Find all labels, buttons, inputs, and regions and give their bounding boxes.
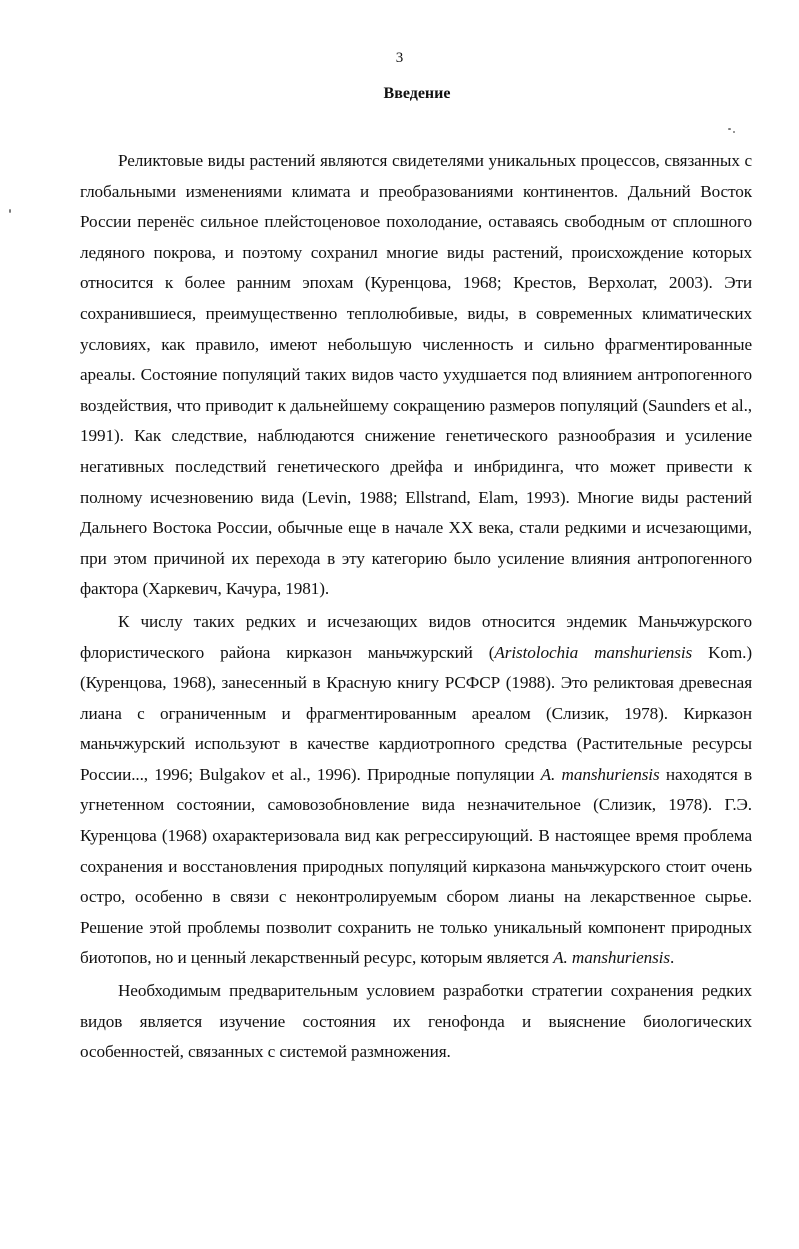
body-text xyxy=(80,146,752,1068)
species-abbrev-italic: A. manshuriensis xyxy=(553,948,670,968)
paragraph-2-text-d: . xyxy=(669,948,675,968)
paragraph-1-text: Реликтовые виды растений являются свидетелями уникальных процессов, связанных с глобальными изменениями климата и преобразованиями континентов. Дальний Восток России перенёс сильное плейстоценовое похолодание, оставаясь свободным от сплошного ледяного покрова, и поэтому сохранил многие виды растений, происхождение которых относится к более ранним эпохам (Куренцова, 1968; Крестов, Верхолат, 2003). Эти сохранившиеся, преимущественно теплолюбивые, виды, в современных климатических условиях, как правило, имеют небольшую численность и сильно фрагментированные ареалы. Состояние популяций таких видов часто ухудшается под влиянием антропогенного воздействия, что приводит к дальнейшему сокращению размеров популяций (Saunders et al., 1991). Как следствие, наблюдаются снижение генетического разнообразия и усиление негативных последствий генетического дрейфа и инбридинга, что может привести к полному исчезновению вида (Levin, 1988; Ellstrand, Elam, 1993). Многие виды растений Дальнего Востока России, обычные еще в начале XX века, стали редкими и исчезающими, при этом причиной их перехода в эту категорию было усиление влияния антропогенного фактора (Харкевич, Качура, 1981). xyxy=(80,151,752,599)
paragraph-1 xyxy=(80,146,752,605)
paragraph-2 xyxy=(80,607,752,974)
paragraph-2-text-a: К числу таких редких и исчезающих видов относится эндемик Маньчжурского флористического района кирказон маньчжурский ( xyxy=(80,611,752,662)
paragraph-3 xyxy=(80,976,752,1068)
paragraph-2-text-c: находятся в угнетенном состоянии, самовозобновление вида незначительное (Слизик, 1978). Г.Э. Куренцова (1968) охарактеризовала вид как регрессирующий. В настоящее время проблема сохранения и восстановления природных популяций кирказона маньчжурского стоит очень остро, особенно в связи с неконтролируемым сбором лианы на лекарственное сырье. Решение этой проблемы позволит сохранить не только уникальный компонент природных биотопов, но и ценный лекарственный ресурс, которым является xyxy=(80,764,753,968)
section-heading: Введение xyxy=(383,85,451,102)
paragraph-2-text-b: Kom.) (Куренцова, 1968), занесенный в Красную книгу РСФСР (1988). Это реликтовая древесная лиана с ограниченным и фрагментированным ареалом (Слизик, 1978). Кирказон маньчжурский используют в качестве кардиотропного средства (Растительные ресурсы России..., 1996; Bulgakov et al., 1996). Природные популяции xyxy=(80,642,752,784)
species-name-italic: Aristolochia manshuriensis xyxy=(494,642,693,662)
scan-speck xyxy=(733,131,735,133)
paragraph-3-text: Необходимым предварительным условием разработки стратегии сохранения редких видов является изучение состояния их генофонда и выяснение биологических особенностей, связанных с системой размножения. xyxy=(80,981,752,1062)
species-abbrev-italic: A. manshuriensis xyxy=(540,764,660,784)
scan-speck xyxy=(728,128,731,130)
scan-speck xyxy=(9,209,11,213)
page-number: 3 xyxy=(395,50,404,66)
